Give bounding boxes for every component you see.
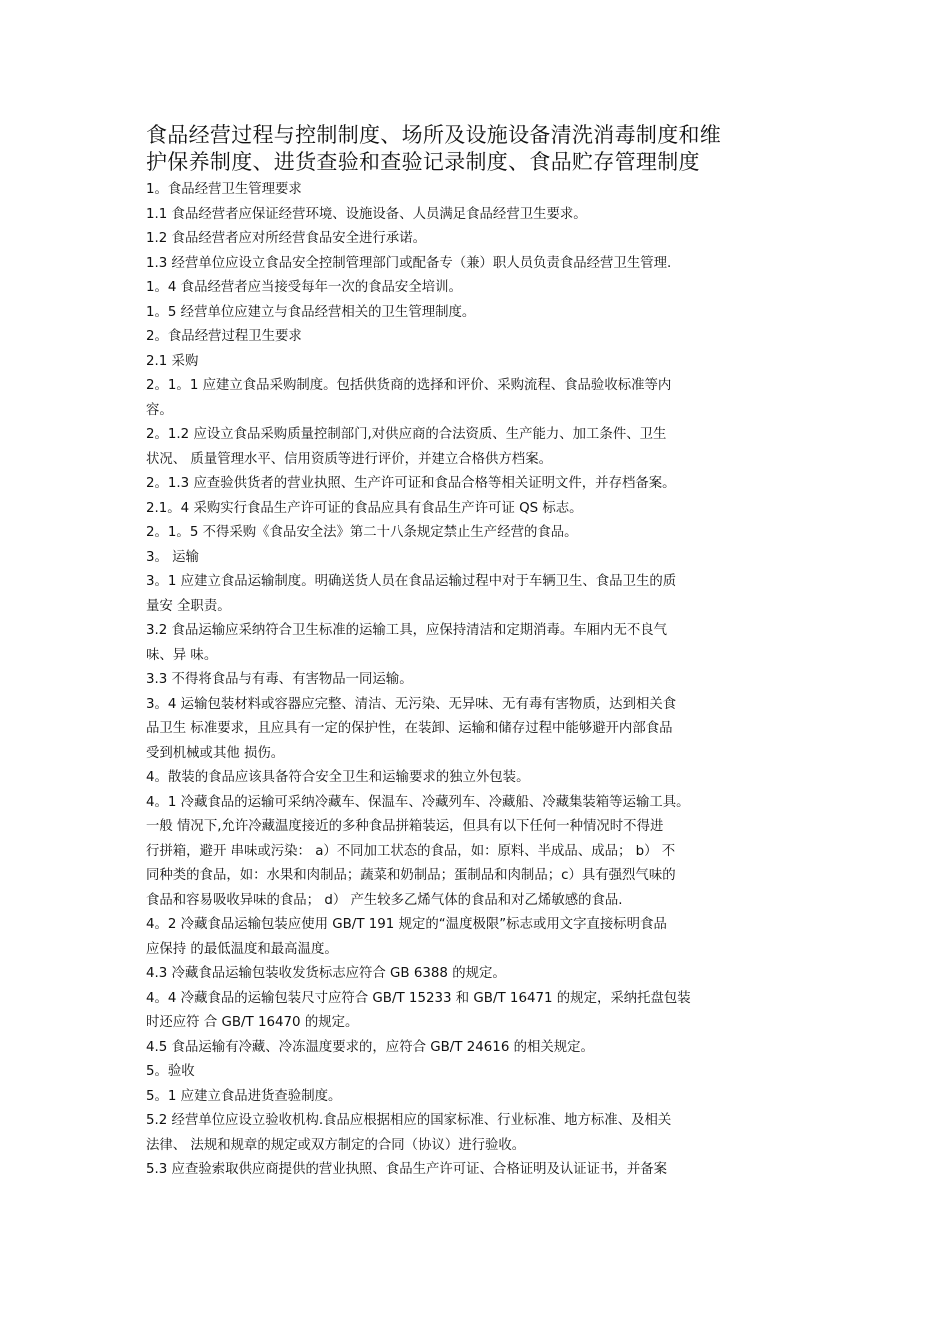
text-line: 受到机械或其他 损伤。 <box>146 745 285 761</box>
text-line: 一般 情况下,允许冷藏温度接近的多种食品拼箱装运，但具有以下任何一种情况时不得进 <box>146 819 664 834</box>
text-line: 味、异 味。 <box>146 647 218 663</box>
document-title <box>146 122 810 176</box>
text-line: 量安 全职责。 <box>146 598 231 614</box>
document-text <box>146 178 810 1183</box>
text-line: 5.3 应查验索取供应商提供的营业执照、食品生产许可证、合格证明及认证证书，并备案 <box>146 1162 668 1177</box>
text-line: 应保持 的最低温度和最高温度。 <box>146 941 338 957</box>
text-line: 容。 <box>146 402 173 418</box>
text-line: 2.1 采购 <box>146 353 199 369</box>
text-line: 同种类的食品，如：水果和肉制品；蔬菜和奶制品；蛋制品和肉制品；c）具有强烈气味的 <box>146 868 676 883</box>
text-line: 品卫生 标准要求，且应具有一定的保护性，在装卸、运输和储存过程中能够避开内部食品 <box>146 721 673 736</box>
text-line: 4.5 食品运输有冷藏、冷冻温度要求的，应符合 GB/T 24616 的相关规定。 <box>146 1039 594 1055</box>
text-line: 2。1.2 应设立食品采购质量控制部门,对供应商的合法资质、生产能力、加工条件、卫生 <box>146 427 667 442</box>
text-line: 3.3 不得将食品与有毒、有害物品一同运输。 <box>146 672 413 687</box>
text-line: 1.3 经营单位应设立食品安全控制管理部门或配备专（兼）职人员负责食品经营卫生管理. <box>146 255 672 271</box>
text-line: 时还应符 合 GB/T 16470 的规定。 <box>146 1015 359 1030</box>
title-line: 食品经营过程与控制制度、场所及设施设备清洗消毒制度和维 <box>146 123 722 147</box>
text-line: 4。1 冷藏食品的运输可采纳冷藏车、保温车、冷藏列车、冷藏船、冷藏集装箱等运输工具。 <box>146 794 690 810</box>
text-line: 5.2 经营单位应设立验收机构.食品应根据相应的国家标准、行业标准、地方标准、及相关 <box>146 1113 672 1128</box>
text-line: 1.1 食品经营者应保证经营环境、设施设备、人员满足食品经营卫生要求。 <box>146 206 587 222</box>
text-line: 2。食品经营过程卫生要求 <box>146 329 302 344</box>
text-line: 食品和容易吸收异味的食品； d） 产生较多乙烯气体的食品和对乙烯敏感的食品. <box>146 892 623 908</box>
text-line: 4。散装的食品应该具备符合安全卫生和运输要求的独立外包装。 <box>146 770 530 785</box>
text-line: 3。4 运输包装材料或容器应完整、清洁、无污染、无异味、无有毒有害物质，达到相关食 <box>146 696 677 712</box>
text-line: 4。2 冷藏食品运输包装应使用 GB/T 191 规定的“温度极限”标志或用文字直接标明食品 <box>146 917 667 932</box>
title-line: 护保养制度、进货查验和查验记录制度、食品贮存管理制度 <box>146 150 700 174</box>
text-line: 5。1 应建立食品进货查验制度。 <box>146 1088 342 1104</box>
text-line: 4。4 冷藏食品的运输包装尺寸应符合 GB/T 15233 和 GB/T 16471 的规定，采纳托盘包装 <box>146 990 691 1006</box>
text-line: 3.2 食品运输应采纳符合卫生标准的运输工具，应保持清洁和定期消毒。车厢内无不良气 <box>146 623 668 638</box>
text-line: 3。 运输 <box>146 549 199 565</box>
text-line: 1。5 经营单位应建立与食品经营相关的卫生管理制度。 <box>146 304 476 320</box>
text-line: 2.1。4 采购实行食品生产许可证的食品应具有食品生产许可证 QS 标志。 <box>146 500 583 516</box>
text-line: 4.3 冷藏食品运输包装收发货标志应符合 GB 6388 的规定。 <box>146 966 506 981</box>
text-line: 法律、 法规和规章的规定或双方制定的合同（协议）进行验收。 <box>146 1137 526 1153</box>
text-line: 2。1。5 不得采购《食品安全法》第二十八条规定禁止生产经营的食品。 <box>146 525 578 540</box>
text-line: 1.2 食品经营者应对所经营食品安全进行承诺。 <box>146 231 426 246</box>
text-line: 行拼箱，避开 串味或污染： a）不同加工状态的食品，如：原料、半成品、成品； b） 不 <box>146 843 676 859</box>
text-line: 2。1。1 应建立食品采购制度。包括供货商的选择和评价、采购流程、食品验收标准等内 <box>146 378 672 393</box>
text-line: 状况、 质量管理水平、信用资质等进行评价，并建立合格供方档案。 <box>146 451 552 467</box>
document-body <box>146 122 810 1183</box>
text-line: 2。1.3 应查验供货者的营业执照、生产许可证和食品合格等相关证明文件，并存档备案。 <box>146 476 676 491</box>
text-line: 5。验收 <box>146 1064 195 1079</box>
text-line: 1。食品经营卫生管理要求 <box>146 182 302 197</box>
text-line: 3。1 应建立食品运输制度。明确送货人员在食品运输过程中对于车辆卫生、食品卫生的质 <box>146 574 677 589</box>
text-line: 1。4 食品经营者应当接受每年一次的食品安全培训。 <box>146 280 462 295</box>
